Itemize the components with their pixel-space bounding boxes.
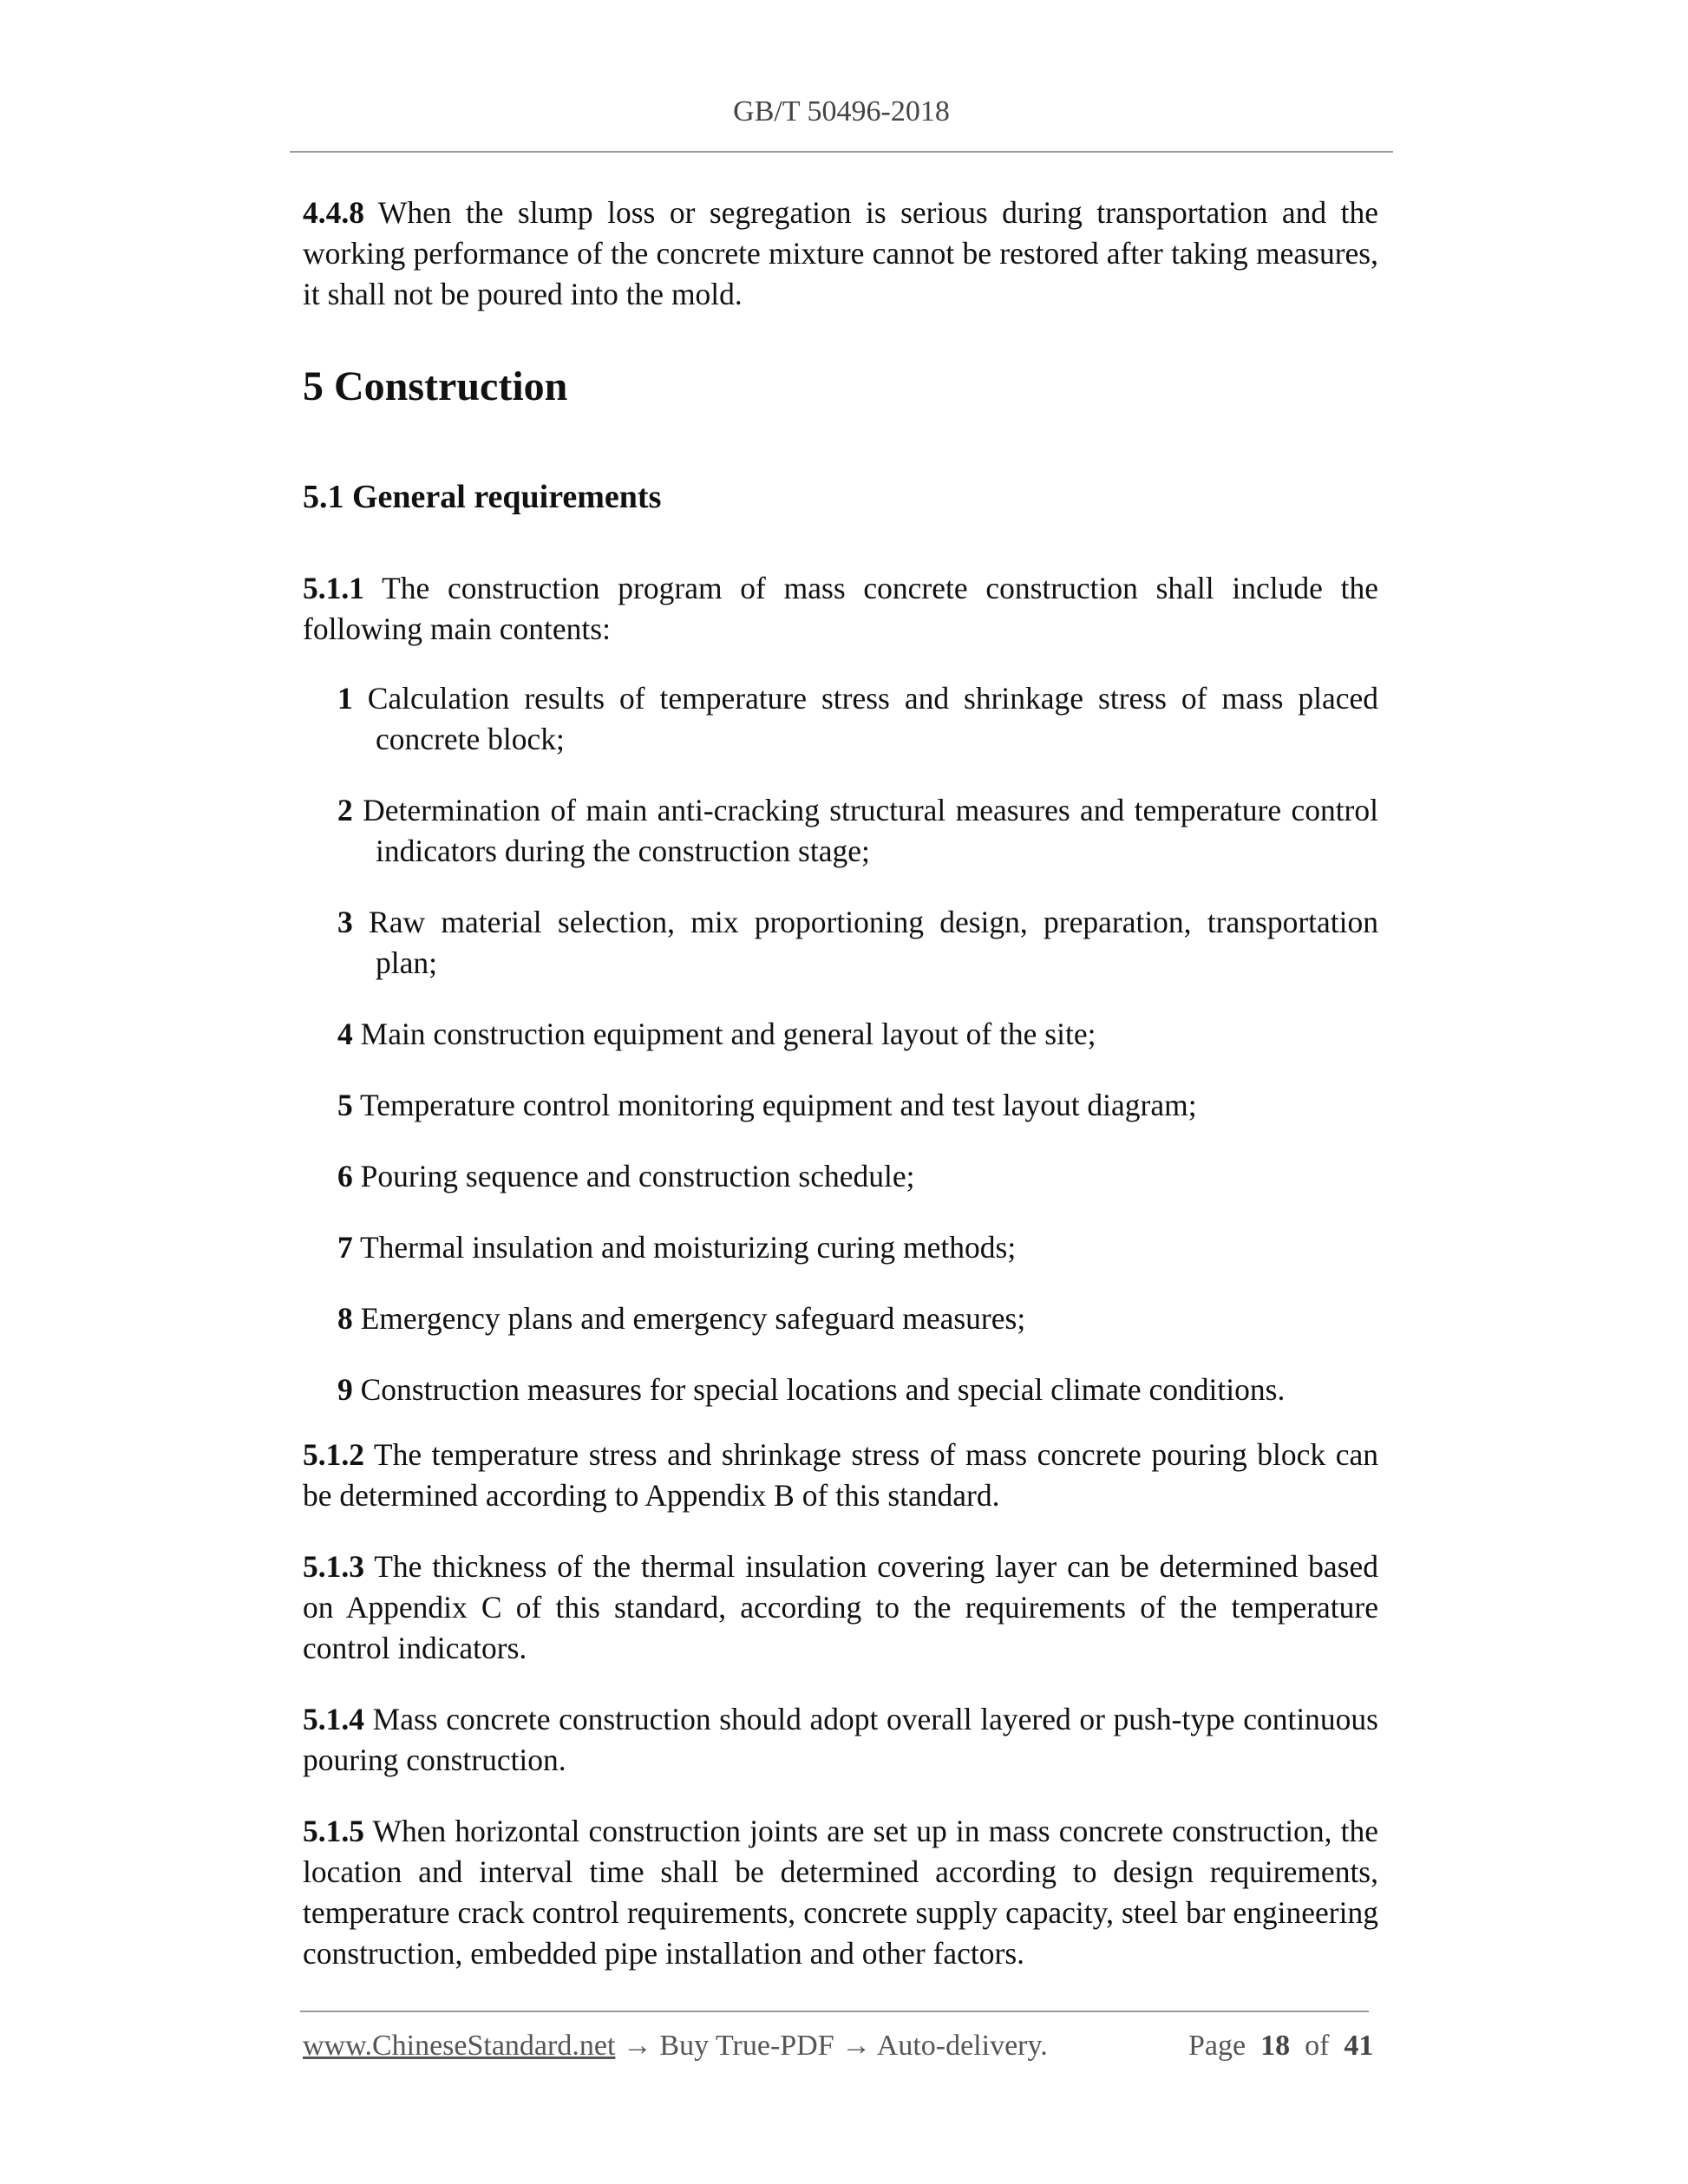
page-counter [1188, 2030, 1373, 2063]
clause-number: 5.1.5 [303, 1814, 364, 1848]
list-item-number: 7 [337, 1230, 353, 1265]
list-item [303, 678, 1378, 760]
list-item-number: 5 [337, 1088, 353, 1122]
list-item-number: 9 [337, 1372, 353, 1407]
clause-5-1-4 [303, 1699, 1378, 1781]
list-item-text: Emergency plans and emergency safeguard measures; [352, 1301, 1026, 1336]
clause-text: The construction program of mass concrete construction shall include the following main contents: [303, 571, 1378, 646]
list-item [303, 790, 1378, 872]
page-label: Page [1188, 2030, 1246, 2062]
clause-text: The thickness of the thermal insulation covering layer can be determined based on Appendix C of this standard, according to the requirements of the temperature control indicators. [303, 1549, 1378, 1665]
site-link[interactable]: www.ChineseStandard.net [303, 2030, 616, 2062]
clause-number: 5.1.1 [303, 571, 364, 605]
clause-text: The temperature stress and shrinkage stress of mass concrete pouring block can be determined according to Appendix B of this standard. [303, 1437, 1378, 1513]
promo-text: → Buy True-PDF → Auto-delivery. [615, 2030, 1048, 2062]
list-item-text: Main construction equipment and general layout of the site; [352, 1017, 1096, 1051]
list-item [303, 902, 1378, 984]
list-item-text: Construction measures for special locations and special climate conditions. [352, 1372, 1286, 1407]
header-divider [290, 151, 1393, 153]
clause-number: 5.1.2 [303, 1437, 364, 1472]
list-item-number: 4 [337, 1017, 353, 1051]
list-item-number: 2 [337, 793, 353, 827]
clause-text: When the slump loss or segregation is serious during transportation and the working performance of the concrete mixture cannot be restored after taking measures, it shall not be poured into the mold. [303, 195, 1378, 311]
list-item-text: Temperature control monitoring equipment and test layout diagram; [352, 1088, 1197, 1122]
list-item [303, 1227, 1378, 1268]
list-item-text: Calculation results of temperature stress and shrinkage stress of mass placed concrete block; [352, 681, 1378, 756]
contents-list [303, 678, 1378, 1410]
list-item-text: Determination of main anti-cracking structural measures and temperature control indicators during the construction stage; [352, 793, 1378, 868]
list-item-text: Thermal insulation and moisturizing curing methods; [352, 1230, 1017, 1265]
list-item [303, 1014, 1378, 1055]
clause-text: Mass concrete construction should adopt overall layered or push-type continuous pouring construction. [303, 1702, 1378, 1777]
clause-text: When horizontal construction joints are set up in mass concrete construction, the location and interval time shall be determined according to design requirements, temperature crack control requirements, concrete supply capacity, steel bar engineering construction, embedded pipe installation and other factors. [303, 1814, 1378, 1971]
clause-5-1-5 [303, 1811, 1378, 1974]
clause-5-1-2 [303, 1435, 1378, 1516]
list-item [303, 1298, 1378, 1339]
footer-promo [303, 2030, 1048, 2063]
clause-number: 5.1.3 [303, 1549, 364, 1584]
current-page: 18 [1260, 2030, 1291, 2062]
list-item [303, 1085, 1378, 1126]
list-item-text: Raw material selection, mix proportioning design, preparation, transportation plan; [352, 905, 1378, 980]
list-item-number: 6 [337, 1159, 353, 1193]
list-item-number: 8 [337, 1301, 353, 1336]
list-item-number: 3 [337, 905, 353, 939]
page-content [303, 182, 1378, 1974]
of-label: of [1305, 2030, 1330, 2062]
section-title: 5.1 General requirements [303, 479, 662, 515]
list-item-number: 1 [337, 681, 353, 716]
list-item-text: Pouring sequence and construction schedule; [352, 1159, 915, 1193]
clause-number: 4.4.8 [303, 195, 364, 230]
clause-5-1-1 [303, 568, 1378, 650]
list-item [303, 1156, 1378, 1197]
page-header: GB/T 50496-2018 [733, 95, 950, 128]
chapter-title: 5 Construction [303, 363, 568, 409]
clause-number: 5.1.4 [303, 1702, 364, 1736]
clause-4-4-8 [303, 193, 1378, 315]
list-item [303, 1370, 1378, 1410]
footer-divider [300, 2011, 1369, 2012]
clause-5-1-3 [303, 1546, 1378, 1669]
total-pages: 41 [1344, 2030, 1374, 2062]
